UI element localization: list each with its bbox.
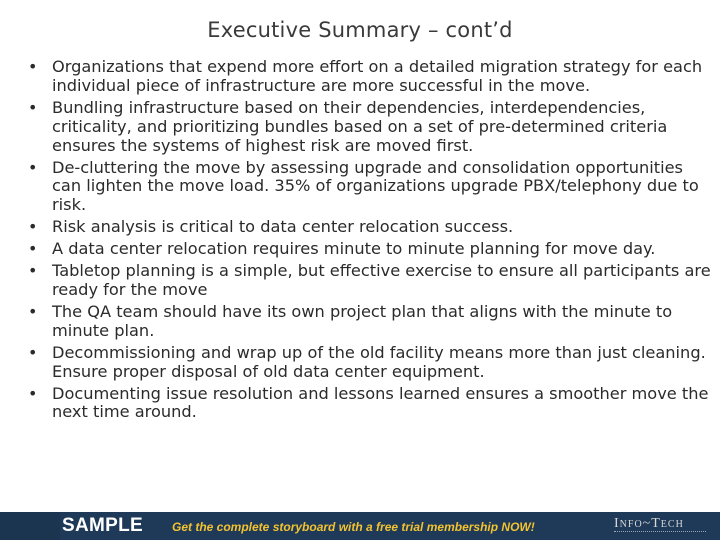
- bullet-list: [26, 58, 716, 425]
- bullet-item: [26, 303, 716, 341]
- bullet-dot-icon: •: [28, 239, 38, 259]
- bullet-dot-icon: •: [28, 342, 38, 362]
- bullet-item: [26, 218, 716, 237]
- bullet-text: Organizations that expend more effort on a detailed migration strategy for each individual piece of infrastructure are more successful in the move.: [52, 57, 703, 95]
- bullet-item: [26, 240, 716, 259]
- bullet-dot-icon: •: [28, 217, 38, 237]
- bullet-dot-icon: •: [28, 57, 38, 76]
- bullet-text: Decommissioning and wrap up of the old facility means more than just cleaning. Ensure proper disposal of old data center equipment.: [52, 342, 706, 381]
- slide-title: Executive Summary – cont’d: [207, 18, 513, 42]
- bullet-dot-icon: •: [28, 157, 38, 177]
- bullet-item: [26, 159, 716, 216]
- bullet-text: Documenting issue resolution and lessons learned ensures a smoother move the next time around.: [52, 383, 709, 422]
- bullet-dot-icon: •: [28, 97, 38, 117]
- bullet-text: De-cluttering the move by assessing upgrade and consolidation opportunities can lighten the move load. 35% of organizations upgrade PBX/telephony due to risk.: [52, 157, 699, 215]
- bullet-dot-icon: •: [28, 301, 38, 321]
- bullet-text: Tabletop planning is a simple, but effective exercise to ensure all participants are ready for the move: [52, 261, 711, 299]
- bullet-dot-icon: •: [28, 261, 38, 281]
- bullet-item: [26, 262, 716, 300]
- bullet-text: A data center relocation requires minute to minute planning for move day.: [52, 239, 656, 259]
- bullet-item: [26, 58, 716, 96]
- sample-label: SAMPLE: [62, 515, 143, 536]
- logo-divider: [614, 531, 706, 535]
- bullet-item: [26, 99, 716, 156]
- footer-accent: [0, 512, 60, 540]
- bullet-text: Risk analysis is critical to data center relocation success.: [52, 217, 514, 237]
- bullet-dot-icon: •: [28, 383, 38, 403]
- infotech-logo: [614, 517, 706, 537]
- bullet-text: Bundling infrastructure based on their dependencies, interdependencies, criticality, and prioritizing bundles based on a set of pre-determined criteria ensures the systems of highest risk are moved first.: [52, 97, 668, 155]
- bullet-item: [26, 344, 716, 382]
- bullet-item: [26, 385, 716, 423]
- trial-cta-link[interactable]: Get the complete storyboard with a free trial membership NOW!: [172, 520, 535, 534]
- bullet-text: The QA team should have its own project plan that aligns with the minute to minute plan.: [52, 301, 673, 340]
- logo-text: Info~Tech: [614, 516, 684, 531]
- footer-banner: [0, 512, 720, 540]
